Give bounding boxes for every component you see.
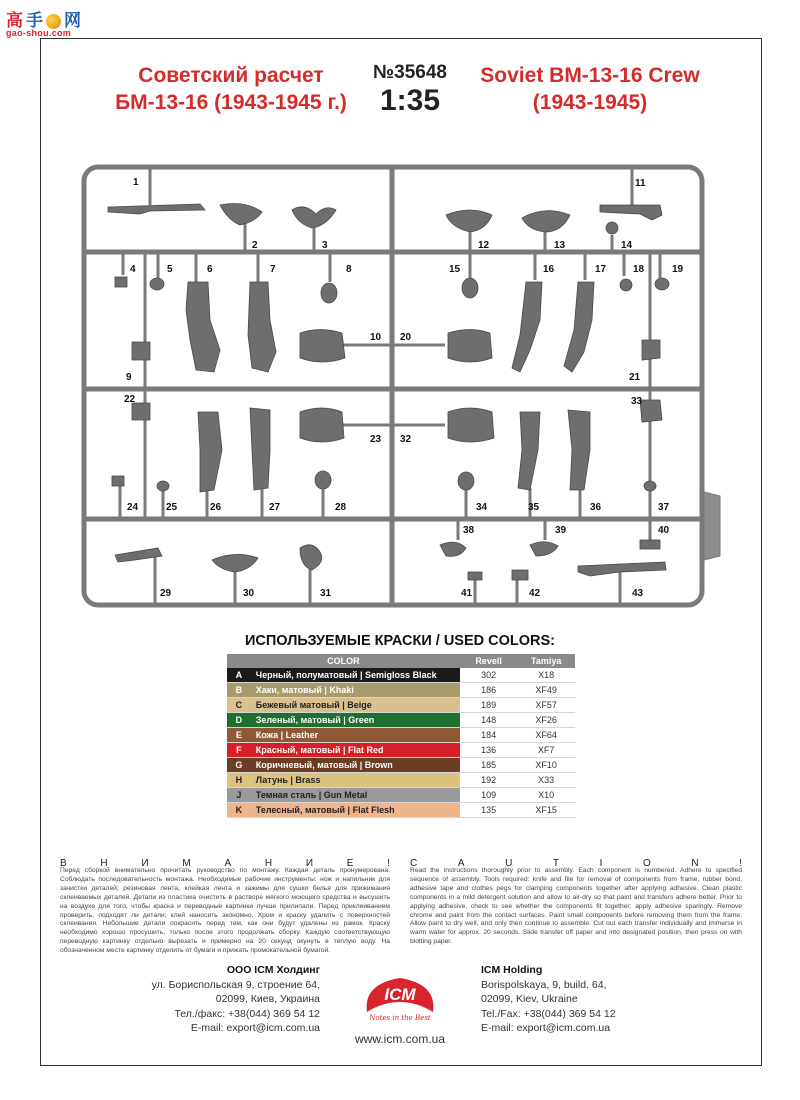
title-en-line1: Soviet BM-13-16 Crew — [480, 64, 700, 87]
part-13 — [522, 211, 570, 232]
kit-number: №35648 — [372, 62, 447, 83]
color-name: Красный, матовый | Flat Red — [251, 743, 460, 758]
icm-logo-text: ICM — [384, 985, 416, 1004]
icm-logo-slogan: Notes in the Best — [369, 1014, 431, 1022]
part-4 — [115, 277, 127, 287]
caution-letter: Н — [100, 858, 108, 869]
part-number-43: 43 — [632, 588, 644, 599]
part-23 — [300, 408, 344, 442]
part-number-17: 17 — [595, 264, 607, 275]
part-39 — [530, 542, 558, 556]
color-row — [227, 698, 575, 713]
part-3 — [292, 207, 336, 228]
part-42 — [512, 570, 528, 580]
address-en-line1: Borispolskaya, 9, build. 64, — [481, 978, 607, 991]
sprue-tab — [704, 492, 720, 560]
color-letter: F — [227, 743, 251, 758]
part-number-42: 42 — [529, 588, 541, 599]
caution-letter: T — [552, 858, 560, 869]
part-number-19: 19 — [672, 264, 684, 275]
color-tamiya: XF15 — [517, 803, 575, 818]
part-25 — [157, 481, 169, 491]
part-number-37: 37 — [658, 502, 670, 513]
part-34 — [458, 472, 474, 490]
part-number-40: 40 — [658, 525, 670, 536]
color-letter: G — [227, 758, 251, 773]
color-letter: E — [227, 728, 251, 743]
part-leg-36 — [568, 410, 590, 490]
part-number-39: 39 — [555, 525, 567, 536]
color-tamiya: XF49 — [517, 683, 575, 698]
watermark-char-1: 高 — [6, 11, 23, 31]
color-name: Бежевый матовый | Beige — [251, 698, 460, 713]
part-5 — [150, 278, 164, 290]
part-leg-27 — [250, 408, 270, 490]
title-ru-line2: БМ-13-16 (1943-1945 г.) — [115, 91, 347, 114]
caution-letter: O — [643, 858, 651, 869]
part-number-31: 31 — [320, 588, 332, 599]
part-24 — [112, 476, 124, 486]
part-number-34: 34 — [476, 502, 488, 513]
part-8 — [321, 283, 337, 303]
caution-text-en: Read the instructions thoroughly prior to assembly. Each component is numbered. Adhere to specified sequence of assembly. Tools required: knife and file for removal of components from frame, rubber bond, adhesive tape and clothes pegs for clamping components together after applying adhesive. Clean plastic components in a mild detergent solution and allow to air-dry so that paint and transfers adhere better. Prior to applying adhesive, check to see whether the components fit together; apply adhesive sparingly. Remove chrome and paint from the contact surfaces. Paint small components before removing them from the frame. Allow paint to dry well, and only then continue to assemble. Cut out each transfer individually and immerse in warm water for approx. 20 seconds. Slide transfer off paper and into designated position, then press on with blotting paper. — [410, 867, 742, 946]
color-letter: H — [227, 773, 251, 788]
color-revell: 185 — [460, 758, 518, 773]
col-header-revell: Revell — [460, 654, 518, 668]
color-revell: 148 — [460, 713, 518, 728]
caution-letter: И — [141, 858, 149, 869]
part-number-30: 30 — [243, 588, 255, 599]
part-37 — [644, 481, 656, 491]
part-number-20: 20 — [400, 332, 412, 343]
caution-letter: И — [305, 858, 314, 869]
color-tamiya: XF26 — [517, 713, 575, 728]
part-number-23: 23 — [370, 434, 382, 445]
part-9 — [132, 342, 150, 360]
color-letter: K — [227, 803, 251, 818]
watermark-char-2: 手 — [26, 11, 43, 31]
part-20 — [448, 330, 492, 363]
caution-letter: ! — [739, 858, 742, 869]
phone-en: Tel./Fax: +38(044) 369 54 12 — [481, 1007, 616, 1020]
part-15 — [462, 278, 478, 298]
part-22 — [132, 403, 150, 420]
color-name: Темная сталь | Gun Metal — [251, 788, 460, 803]
part-number-4: 4 — [130, 264, 136, 275]
part-number-1: 1 — [133, 177, 139, 188]
color-revell: 109 — [460, 788, 518, 803]
sprue-tab-shape — [704, 492, 720, 560]
color-letter: D — [227, 713, 251, 728]
color-row — [227, 728, 575, 743]
part-19 — [655, 278, 669, 290]
part-number-22: 22 — [124, 394, 136, 405]
part-21 — [642, 340, 660, 360]
caution-letter: N — [691, 858, 699, 869]
color-row — [227, 788, 575, 803]
color-row — [227, 683, 575, 698]
part-number-13: 13 — [554, 240, 566, 251]
color-name: Телесный, матовый | Flat Flesh — [251, 803, 460, 818]
color-revell: 192 — [460, 773, 518, 788]
icm-logo — [357, 972, 443, 1026]
part-number-18: 18 — [633, 264, 645, 275]
colors-table — [227, 654, 575, 818]
watermark-url: gao-shou.com — [6, 28, 72, 38]
part-number-35: 35 — [528, 502, 540, 513]
part-leg-6 — [186, 282, 220, 372]
caution-letter: А — [224, 858, 232, 869]
part-31 — [300, 545, 322, 570]
color-tamiya: X33 — [517, 773, 575, 788]
color-revell: 184 — [460, 728, 518, 743]
color-revell: 135 — [460, 803, 518, 818]
color-name: Коричневый, матовый | Brown — [251, 758, 460, 773]
part-18 — [620, 279, 632, 291]
col-header-color: COLOR — [227, 654, 460, 668]
part-number-32: 32 — [400, 434, 412, 445]
email-en[interactable]: E-mail: export@icm.com.ua — [481, 1022, 611, 1034]
color-name: Черный, полуматовый | Semigloss Black — [251, 668, 460, 683]
color-row — [227, 668, 575, 683]
part-28 — [315, 471, 331, 489]
title-en-line2: (1943-1945) — [532, 91, 648, 114]
part-leg-7 — [248, 282, 276, 372]
col-header-tamiya: Tamiya — [517, 654, 575, 668]
part-number-21: 21 — [629, 372, 641, 383]
company-ru: ООО ICM Холдинг — [226, 964, 320, 976]
part-30 — [212, 554, 258, 572]
part-number-28: 28 — [335, 502, 347, 513]
title-ru-line1: Советский расчет — [138, 64, 324, 87]
color-tamiya: XF7 — [517, 743, 575, 758]
part-number-8: 8 — [346, 264, 352, 275]
part-number-7: 7 — [270, 264, 276, 275]
part-number-16: 16 — [543, 264, 555, 275]
company-en: ICM Holding — [481, 964, 543, 976]
kit-scale: 1:35 — [379, 84, 441, 117]
colors-header-row — [227, 654, 575, 668]
color-revell: 136 — [460, 743, 518, 758]
part-number-24: 24 — [127, 502, 139, 513]
part-number-36: 36 — [590, 502, 602, 513]
part-32 — [448, 408, 494, 442]
part-rifle-43 — [578, 562, 666, 576]
color-tamiya: XF10 — [517, 758, 575, 773]
color-name: Кожа | Leather — [251, 728, 460, 743]
address-ru-line1: ул. Бориспольская 9, строение 64, — [151, 978, 320, 991]
part-number-33: 33 — [631, 396, 643, 407]
part-number-41: 41 — [461, 588, 473, 599]
part-leg-16 — [512, 282, 542, 372]
part-number-2: 2 — [252, 240, 258, 251]
email-ru[interactable]: E-mail: export@icm.com.ua — [190, 1022, 320, 1034]
part-40 — [640, 540, 660, 549]
color-tamiya: XF57 — [517, 698, 575, 713]
part-leg-17 — [564, 282, 594, 372]
address-ru-line2: 02099, Киев, Украина — [215, 993, 320, 1005]
phone-ru: Тел./факс: +38(044) 369 54 12 — [174, 1007, 320, 1020]
part-number-25: 25 — [166, 502, 178, 513]
caution-letter: C — [410, 858, 418, 869]
part-12 — [446, 210, 492, 232]
caution-letter: ! — [387, 858, 390, 869]
part-10 — [300, 330, 345, 363]
color-tamiya: X10 — [517, 788, 575, 803]
website-link[interactable]: www.icm.com.ua — [354, 1032, 446, 1046]
caution-letter: I — [599, 858, 603, 869]
part-number-12: 12 — [478, 240, 490, 251]
color-row — [227, 713, 575, 728]
part-2 — [220, 204, 262, 225]
caution-letter: A — [457, 858, 465, 869]
color-name: Латунь | Brass — [251, 773, 460, 788]
color-row — [227, 743, 575, 758]
part-number-9: 9 — [126, 372, 132, 383]
color-letter: C — [227, 698, 251, 713]
watermark-char-3: 网 — [64, 11, 81, 31]
color-revell: 186 — [460, 683, 518, 698]
caution-letter: Н — [264, 858, 273, 869]
colors-body — [227, 668, 575, 818]
color-row — [227, 803, 575, 818]
part-number-27: 27 — [269, 502, 281, 513]
part-leg-35 — [518, 412, 540, 490]
part-33 — [640, 400, 662, 422]
color-tamiya: X18 — [517, 668, 575, 683]
part-number-14: 14 — [621, 240, 633, 251]
part-number-10: 10 — [370, 332, 382, 343]
part-smg-11 — [600, 205, 662, 220]
color-tamiya: XF64 — [517, 728, 575, 743]
caution-letter: В — [60, 858, 67, 869]
color-name: Хаки, матовый | Khaki — [251, 683, 460, 698]
color-letter: B — [227, 683, 251, 698]
color-name: Зеленый, матовый | Green — [251, 713, 460, 728]
part-number-29: 29 — [160, 588, 172, 599]
part-number-6: 6 — [207, 264, 213, 275]
caution-letter: U — [505, 858, 513, 869]
used-colors-title: ИСПОЛЬЗУЕМЫЕ КРАСКИ / USED COLORS: — [244, 633, 556, 649]
part-38 — [440, 542, 466, 556]
color-row — [227, 758, 575, 773]
caution-letter: М — [182, 858, 191, 869]
part-14 — [606, 222, 618, 234]
part-number-3: 3 — [322, 240, 328, 251]
color-letter: J — [227, 788, 251, 803]
part-number-15: 15 — [449, 264, 461, 275]
address-en-line2: 02099, Kiev, Ukraine — [481, 993, 578, 1005]
part-number-26: 26 — [210, 502, 222, 513]
part-rifle-1 — [108, 204, 205, 214]
part-number-5: 5 — [167, 264, 173, 275]
contact-ru — [130, 963, 320, 1036]
part-number-11: 11 — [635, 178, 646, 189]
color-row — [227, 773, 575, 788]
color-revell: 302 — [460, 668, 518, 683]
part-number-38: 38 — [463, 525, 475, 536]
part-41 — [468, 572, 482, 580]
contact-en — [481, 963, 681, 1036]
caution-letter: Е — [346, 858, 354, 869]
caution-text-ru: Перед сборкой внимательно прочитать руководство по монтажу. Каждая деталь пронумерована. Соблюдать последовательность монтажа. Необходимые рабочие инструменты: нож и напильник для зачистки деталей; резиновая лента, клейкая лента и зажимы для сушки белья для прижимания склеиваемых деталей. Детали из пластика очистить в растворе мягкого моющего средства и высушить на воздухе для того, чтобы краска и переводные картинки лучше прилипали. Перед приклеиванием проверить, подходят ли детали; клей наносить экономно. Хром и краску удалить с поверхностей склеивания. Небольшие детали покрасить перед тем, как они будут удалены из рамок. Краску необходимо хорошо просушить, только после этого продолжать сборку. Каждую соответствующую переводную картинку отдельно вырезать и примерно на 20 секунд окунуть в теплую воду. На обозначенном месте картинку отделить от бумаги и прижать промокательной бумагой. — [60, 867, 390, 955]
color-letter: A — [227, 668, 251, 683]
part-leg-26 — [198, 412, 222, 492]
color-revell: 189 — [460, 698, 518, 713]
